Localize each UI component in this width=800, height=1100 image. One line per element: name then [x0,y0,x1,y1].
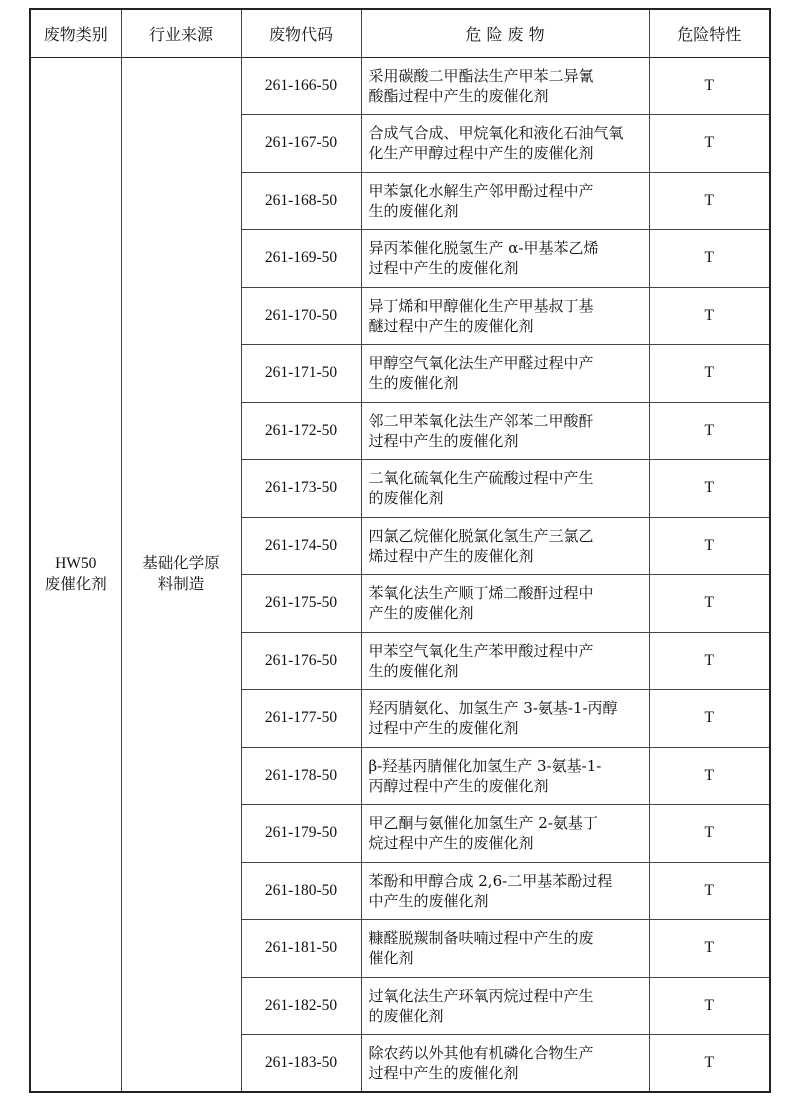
waste-description-cell [361,575,649,633]
waste-description-line-1: 二氧化硫氧化生产硫酸过程中产生 [368,469,594,488]
hazard-property-cell: T [649,345,770,403]
waste-description-line-1: 苯氧化法生产顺丁烯二酸酐过程中 [368,584,594,603]
hazard-property-cell: T [649,1035,770,1093]
waste-description-cell [361,230,649,288]
hazard-property-cell: T [649,747,770,805]
industry-line-2: 料制造 [157,575,205,594]
waste-description-line-2: 醚过程中产生的废催化剂 [368,316,534,335]
hazard-property-cell: T [649,690,770,748]
waste-description-line-1: 甲乙酮与氨催化加氢生产 2-氨基丁 [368,814,598,833]
waste-code-cell: 261-181-50 [241,920,361,978]
category-cell [30,57,121,1092]
waste-description-line-2: 生的废催化剂 [368,661,459,680]
hazard-property-cell: T [649,287,770,345]
hazard-property-cell: T [649,575,770,633]
waste-code-cell: 261-170-50 [241,287,361,345]
hazard-property-cell: T [649,977,770,1035]
waste-description-line-2: 过程中产生的废催化剂 [368,1064,519,1082]
waste-code-cell: 261-169-50 [241,230,361,288]
header-property: 危险特性 [649,9,770,57]
waste-description-cell [361,1035,649,1093]
waste-code-cell: 261-171-50 [241,345,361,403]
waste-description-line-2: 烯过程中产生的废催化剂 [368,546,534,565]
table-row [30,57,770,115]
waste-code-cell: 261-174-50 [241,517,361,575]
waste-description-line-1: 四氯乙烷催化脱氯化氢生产三氯乙 [368,526,594,545]
waste-description-line-1: 异丁烯和甲醇催化生产甲基叔丁基 [368,296,594,315]
category-name: 废催化剂 [44,575,107,594]
waste-code-cell: 261-167-50 [241,115,361,173]
waste-description-cell [361,632,649,690]
waste-description-line-1: 甲苯氯化水解生产邻甲酚过程中产 [368,181,594,200]
waste-description-line-2: 的废催化剂 [368,1006,444,1025]
waste-description-cell [361,402,649,460]
header-waste: 危 险 废 物 [361,9,649,57]
waste-description-line-1: β-羟基丙腈催化加氢生产 3-氨基-1- [368,756,602,775]
waste-description-line-1: 除农药以外其他有机磷化合物生产 [368,1044,594,1062]
waste-description-cell [361,345,649,403]
hazard-property-cell: T [649,632,770,690]
waste-code-cell: 261-173-50 [241,460,361,518]
waste-description-cell [361,690,649,748]
waste-description-line-2: 中产生的废催化剂 [368,891,489,910]
hazardous-waste-table [29,8,771,1093]
industry-cell [121,57,241,1092]
waste-description-cell [361,977,649,1035]
waste-description-line-1: 羟丙腈氨化、加氢生产 3-氨基-1-丙醇 [368,699,618,718]
waste-description-line-2: 过程中产生的废催化剂 [368,259,519,278]
waste-description-line-1: 苯酚和甲醇合成 2,6-二甲基苯酚过程 [368,871,613,890]
waste-description-cell [361,517,649,575]
category-code: HW50 [55,555,97,573]
waste-description-line-2: 过程中产生的废催化剂 [368,719,519,738]
waste-description-line-1: 合成气合成、甲烷氧化和液化石油气氧 [368,124,624,143]
waste-description-line-1: 糠醛脱羰制备呋喃过程中产生的废 [368,929,594,948]
waste-code-cell: 261-177-50 [241,690,361,748]
waste-description-cell [361,57,649,115]
waste-code-cell: 261-180-50 [241,862,361,920]
waste-description-line-1: 过氧化法生产环氧丙烷过程中产生 [368,986,594,1005]
waste-code-cell: 261-183-50 [241,1035,361,1093]
waste-code-cell: 261-178-50 [241,747,361,805]
hazard-property-cell: T [649,230,770,288]
waste-description-line-2: 催化剂 [368,949,414,968]
waste-description-line-1: 甲醇空气氧化法生产甲醛过程中产 [368,354,594,373]
header-industry: 行业来源 [121,9,241,57]
waste-description-cell [361,862,649,920]
waste-description-line-2: 生的废催化剂 [368,201,459,220]
waste-code-cell: 261-175-50 [241,575,361,633]
waste-description-line-2: 生的废催化剂 [368,374,459,393]
hazard-property-cell: T [649,517,770,575]
waste-description-line-2: 酸酯过程中产生的废催化剂 [368,86,549,105]
header-code: 废物代码 [241,9,361,57]
waste-description-line-1: 甲苯空气氧化生产苯甲酸过程中产 [368,641,594,660]
waste-description-cell [361,115,649,173]
waste-code-cell: 261-179-50 [241,805,361,863]
waste-code-cell: 261-182-50 [241,977,361,1035]
industry-line-1: 基础化学原 [142,554,220,573]
waste-description-line-2: 产生的废催化剂 [368,604,474,623]
waste-description-cell [361,920,649,978]
waste-description-line-2: 过程中产生的废催化剂 [368,431,519,450]
hazard-property-cell: T [649,172,770,230]
hazard-property-cell: T [649,115,770,173]
header-category: 废物类别 [30,9,121,57]
waste-description-line-2: 的废催化剂 [368,489,444,508]
waste-description-line-2: 烷过程中产生的废催化剂 [368,834,534,853]
waste-description-cell [361,747,649,805]
header-row [30,9,770,57]
waste-description-cell [361,805,649,863]
waste-description-line-1: 采用碳酸二甲酯法生产甲苯二异氰 [368,66,594,85]
hazard-property-cell: T [649,920,770,978]
waste-code-cell: 261-176-50 [241,632,361,690]
waste-description-line-1: 邻二甲苯氧化法生产邻苯二甲酸酐 [368,411,594,430]
waste-description-line-2: 化生产甲醇过程中产生的废催化剂 [368,144,594,163]
waste-description-cell [361,460,649,518]
hazard-property-cell: T [649,57,770,115]
waste-description-cell [361,172,649,230]
waste-code-cell: 261-172-50 [241,402,361,460]
hazard-property-cell: T [649,460,770,518]
waste-description-line-1: 异丙苯催化脱氢生产 α-甲基苯乙烯 [368,239,599,258]
waste-description-cell [361,287,649,345]
hazard-property-cell: T [649,862,770,920]
waste-description-line-2: 丙醇过程中产生的废催化剂 [368,776,549,795]
waste-code-cell: 261-166-50 [241,57,361,115]
hazard-property-cell: T [649,805,770,863]
hazard-property-cell: T [649,402,770,460]
waste-code-cell: 261-168-50 [241,172,361,230]
